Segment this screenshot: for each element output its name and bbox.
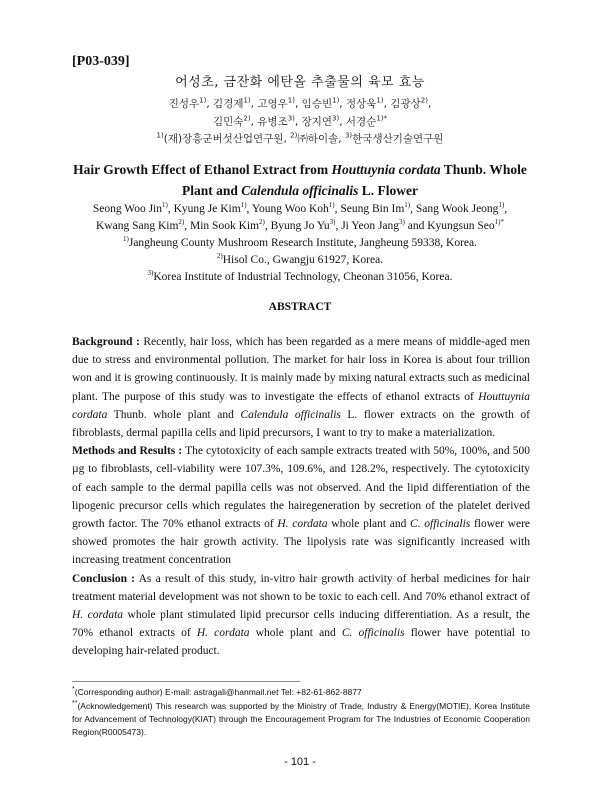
author-name: 김경제 (213, 98, 244, 110)
abstract-body (72, 333, 530, 661)
author-name: 김민숙 (212, 116, 244, 128)
author-affiliation-mark: 1) (240, 201, 247, 210)
author-separator: , (427, 98, 432, 110)
conclusion-paragraph (72, 570, 530, 661)
author-separator: , (335, 220, 342, 232)
author-separator: , (250, 98, 258, 110)
english-affiliation-1 (60, 235, 540, 251)
author-separator: , (504, 203, 508, 215)
conclusion-text-2: whole plant stimulated lipid precursor cells inducing differentiation. As a result, the 70% ethanol extracts of (72, 609, 530, 640)
author-name: Sang Wook Jeong (415, 203, 499, 215)
author-affiliation-mark: 1)* (494, 218, 504, 227)
conclusion-text-1: As a result of this study, in-vitro hair growth activity of herbal medicines for hair treatment material development was not shown to be toxic to each cell. And 70% ethanol extract of (72, 572, 530, 603)
background-species-1: Houttuynia cordata (72, 390, 530, 421)
korean-authors-line-2 (0, 114, 600, 129)
background-paragraph (72, 333, 530, 442)
footnote-corresponding (72, 686, 530, 699)
conclusion-species-3: C. officinalis (341, 627, 405, 640)
affiliation-text: (재)장흥군버섯산업연구원, (163, 133, 291, 145)
background-text-1: Recently, hair loss, which has been regarded as a mere means of middle-aged men due to stress and environmental pollution. The market for hair loss in Korea is about four trillion won and it is growing continuously. It is mainly made by mixing natural extracts such as medicinal plant. The purpose of this study was to investigate the effects of ethanol extracts of (72, 336, 530, 403)
affiliation-text: Jangheung County Mushroom Research Institute, Jangheung 59338, Korea. (128, 237, 477, 249)
author-name: 서경순 (345, 116, 377, 128)
title-species-1: Houttuynia cordata (331, 162, 441, 177)
methods-species-1: H. cordata (277, 518, 328, 531)
author-affiliation-mark: 2) (420, 96, 428, 105)
footnote-mark: ** (72, 700, 78, 708)
footnote-text: (Corresponding author) E-mail: astragali@hanmail.net Tel: +82-61-862-8877 (74, 687, 362, 697)
author-affiliation-mark: 1) (328, 201, 335, 210)
title-part-2: Thunb. Whole Plant and (181, 162, 527, 198)
conclusion-species-2: H. cordata (196, 627, 250, 640)
title-part-3: L. Flower (358, 183, 419, 198)
author-separator: , (410, 203, 416, 215)
poster-code: [P03-039] (72, 54, 130, 69)
author-separator: , (250, 116, 258, 128)
author-affiliation-mark: 3) (287, 114, 295, 123)
author-separator: , (334, 203, 341, 215)
author-name: 임승빈 (301, 98, 333, 110)
footnote-acknowledgement (72, 700, 530, 739)
author-affiliation-mark: 3) (399, 218, 405, 227)
affiliation-text: ㈜하이솔, (297, 133, 345, 145)
conclusion-text-4: flower have potential to developing hair-related product. (72, 627, 531, 658)
author-separator: , (294, 116, 302, 128)
author-separator: , (184, 220, 190, 232)
author-name: 정상욱 (345, 98, 377, 110)
methods-paragraph (72, 442, 530, 569)
page-number: - 101 - (284, 756, 316, 768)
korean-authors-line-1 (0, 96, 600, 111)
author-name: 진성우 (168, 98, 200, 110)
english-authors-line-2 (60, 218, 540, 234)
author-affiliation-mark: 1)* (376, 114, 388, 123)
author-separator: , (339, 98, 346, 110)
methods-text-3: flower were showed promotes the hair growth activity. The lipolysis rate was significantly increased with increasing treatment concentration (72, 518, 531, 567)
abstract-heading: ABSTRACT (268, 301, 332, 313)
author-name: Min Sook Kim (190, 220, 260, 232)
affiliation-text: Korea Institute of Industrial Technology, Cheonan 31056, Korea. (153, 271, 453, 283)
affiliation-mark: 1) (156, 131, 164, 140)
author-name: Seong Woo Jin (92, 203, 162, 215)
author-affiliation-mark: 1) (376, 96, 384, 105)
methods-text-2: whole plant and (327, 518, 411, 531)
english-authors-line-1 (60, 201, 540, 217)
author-name: 김광상 (390, 98, 421, 110)
author-separator: , (383, 98, 391, 110)
affiliation-mark: 2) (290, 131, 298, 140)
affiliation-mark: 3) (147, 269, 154, 278)
methods-species-2: C. officinalis (410, 518, 471, 531)
author-affiliation-mark: 3) (329, 218, 336, 227)
affiliation-mark: 2) (216, 252, 223, 261)
author-separator: , (167, 203, 174, 215)
affiliation-mark: 1) (123, 235, 129, 244)
footnote-mark: * (72, 686, 75, 694)
author-affiliation-mark: 1) (243, 96, 251, 105)
author-name: 유병조 (257, 116, 288, 128)
affiliation-mark: 3) (344, 131, 353, 140)
methods-label: Methods and Results : (72, 445, 183, 458)
background-text-2: Thunb. whole plant and (107, 408, 241, 421)
author-affiliation-mark: 3) (332, 114, 340, 123)
english-title (60, 159, 540, 201)
author-affiliation-mark: 2) (178, 218, 185, 227)
english-affiliation-2 (60, 252, 540, 268)
background-label: Background : (72, 336, 140, 348)
conclusion-label: Conclusion : (72, 572, 136, 585)
footnote-divider (72, 681, 300, 682)
korean-affiliations (0, 131, 600, 146)
author-name: Young Woo Koh (251, 203, 329, 215)
author-separator: , (339, 116, 346, 128)
author-affiliation-mark: 1) (199, 96, 207, 105)
author-name: Byung Jo Yu (270, 220, 330, 232)
footnote-text: (Acknowledgement) This research was supported by the Ministry of Trade, Industry & Energy(MOTIE), Korea Institute for Advancement of Technology(KIAT) through the Encouragement Program for The Industries of Economic Cooperation Region(R0005473). (72, 701, 530, 737)
methods-text-1: The cytotoxicity of each sample extracts treated with 50%, 100%, and 500 µg to fibroblasts, cell-viability were 107.3%, 109.6%, and 128.2%, respectively. The cytotoxicity of each sample to the dermal papilla cells was not observed. And the lipid differentiation of the lipogenic precursor cells which regulates the hairegeneration by secretion of the platelet derived growth factor. The 70% ethanol extracts of (72, 445, 530, 531)
author-separator: , (294, 98, 302, 110)
author-separator: , (264, 220, 271, 232)
author-separator: , (206, 98, 214, 110)
conclusion-species-1: H. cordata (72, 609, 124, 622)
conclusion-text-3: whole plant and (249, 627, 342, 640)
author-affiliation-mark: 1) (404, 201, 411, 210)
title-part-1: Hair Growth Effect of Ethanol Extract from (73, 162, 332, 177)
author-name: 고영우 (257, 98, 288, 110)
english-affiliation-3 (60, 269, 540, 285)
author-name: Seung Bin Im (340, 203, 405, 215)
author-name: 장지연 (301, 116, 333, 128)
author-affiliation-mark: 1) (498, 201, 505, 210)
author-affiliation-mark: 1) (162, 201, 168, 210)
author-name: Ji Yeon Jang (341, 220, 400, 232)
author-separator: and (404, 220, 428, 232)
author-name: Kwang Sang Kim (95, 220, 179, 232)
background-text-3: L. flower extracts on the growth of fibroblasts, dermal papilla cells and lipid precursors, I want to try to make a materialization. (72, 408, 530, 440)
title-species-2: Calendula officinalis (241, 183, 359, 198)
author-name: Kyungsun Seo (427, 220, 495, 232)
affiliation-text: 한국생산기술연구원 (352, 133, 444, 145)
affiliation-text: Hisol Co., Gwangju 61927, Korea. (222, 254, 384, 266)
author-affiliation-mark: 1) (332, 96, 340, 105)
background-species-2: Calendula officinalis (240, 408, 341, 421)
author-affiliation-mark: 2) (259, 218, 265, 227)
korean-title: 어성초, 금잔화 에탄올 추출물의 육모 효능 (175, 75, 425, 90)
author-affiliation-mark: 1) (287, 96, 295, 105)
author-name: Kyung Je Kim (173, 203, 241, 215)
author-affiliation-mark: 2) (243, 114, 251, 123)
author-separator: , (246, 203, 252, 215)
